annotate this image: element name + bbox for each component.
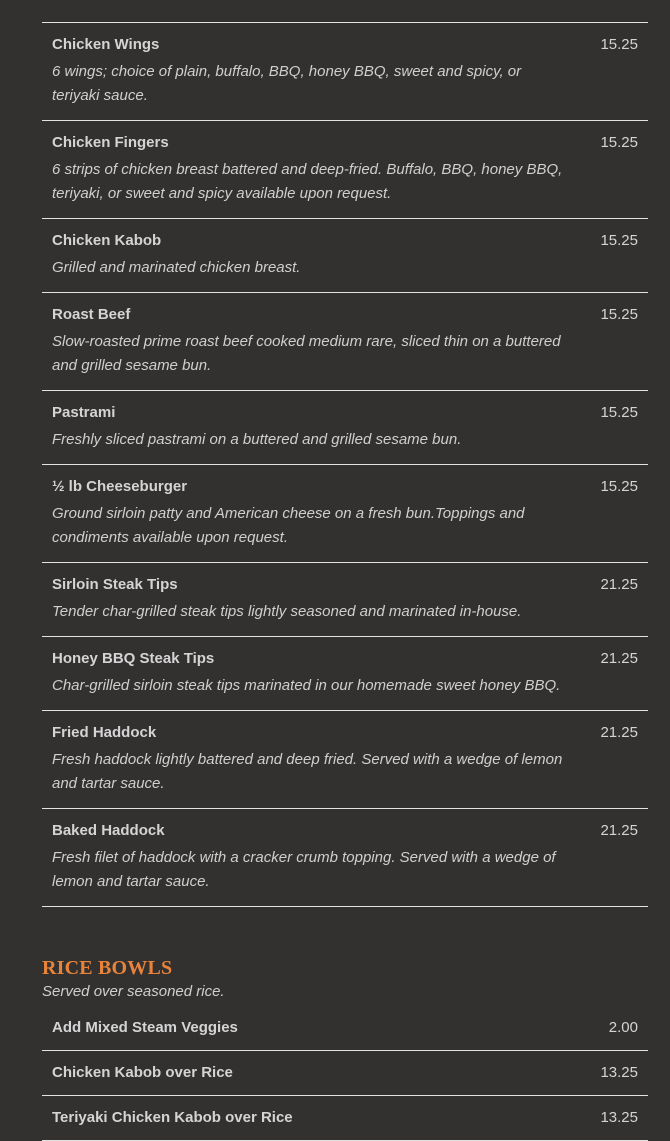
menu-item-description: 6 wings; choice of plain, buffalo, BBQ, honey BBQ, sweet and spicy, or teriyaki sauce. (52, 63, 522, 104)
menu-item-name: Baked Haddock (52, 822, 165, 839)
menu-item-price: 2.00 (608, 1019, 638, 1036)
menu-item-text (52, 36, 568, 108)
menu-item (42, 563, 648, 637)
menu-item-description: Freshly sliced pastrami on a buttered and grilled sesame bun. (52, 431, 462, 448)
menu-item-text (52, 650, 568, 698)
menu-item-price: 15.25 (600, 404, 638, 421)
menu-item-text (52, 134, 568, 206)
menu-item-text (52, 724, 568, 796)
menu-item-name: Fried Haddock (52, 724, 157, 741)
category-note: Served over seasoned rice. (42, 983, 225, 1000)
menu-item-name: Chicken Fingers (52, 134, 169, 151)
menu-item-text (52, 576, 568, 624)
menu-item-price: 15.25 (600, 478, 638, 495)
category-title: RICE BOWLS (42, 957, 173, 979)
menu-item-text (52, 1109, 568, 1127)
menu-item-price: 15.25 (600, 36, 638, 53)
menu-item-price: 21.25 (600, 822, 638, 839)
menu-item-description: Slow-roasted prime roast beef cooked medium rare, sliced thin on a buttered and grilled sesame bun. (52, 333, 561, 374)
category-rice-bowls (42, 956, 648, 1141)
menu-item (42, 391, 648, 465)
menu-list (42, 0, 648, 1141)
menu-item-name: Chicken Wings (52, 36, 160, 53)
menu-item-text (52, 1064, 568, 1082)
menu-item (42, 23, 648, 121)
menu-item (42, 121, 648, 219)
menu-item-price: 21.25 (600, 576, 638, 593)
menu-item (42, 711, 648, 809)
menu-item-price: 15.25 (600, 306, 638, 323)
menu-item-name: Roast Beef (52, 306, 131, 323)
menu-item-name: Teriyaki Chicken Kabob over Rice (52, 1109, 293, 1126)
menu-item-description: Grilled and marinated chicken breast. (52, 259, 301, 276)
menu-item-text (52, 404, 568, 452)
menu-item (42, 1006, 648, 1051)
menu-item-name: Chicken Kabob (52, 232, 162, 249)
menu-item-price: 15.25 (600, 232, 638, 249)
menu-item (42, 1096, 648, 1141)
menu-item (42, 809, 648, 907)
menu-item-text (52, 232, 568, 280)
menu-item-name: ½ lb Cheeseburger (52, 478, 188, 495)
menu-item-name: Sirloin Steak Tips (52, 576, 178, 593)
menu-item-description: Fresh haddock lightly battered and deep fried. Served with a wedge of lemon and tartar sauce. (52, 751, 563, 792)
menu-item (42, 293, 648, 391)
menu-item-text (52, 1019, 568, 1037)
menu-item-text (52, 822, 568, 894)
menu-item-price: 13.25 (600, 1109, 638, 1126)
menu-item-name: Add Mixed Steam Veggies (52, 1019, 238, 1036)
menu-item-description: Ground sirloin patty and American cheese on a fresh bun.Toppings and condiments available upon request. (52, 505, 525, 546)
menu-item (42, 1051, 648, 1096)
menu-item-price: 21.25 (600, 724, 638, 741)
menu-item-price: 15.25 (600, 134, 638, 151)
menu-item-description: Fresh filet of haddock with a cracker crumb topping. Served with a wedge of lemon and tartar sauce. (52, 849, 556, 890)
menu-item-name: Honey BBQ Steak Tips (52, 650, 215, 667)
menu-item-price: 21.25 (600, 650, 638, 667)
menu-item-name: Chicken Kabob over Rice (52, 1064, 233, 1081)
menu-item (42, 465, 648, 563)
menu-item-description: 6 strips of chicken breast battered and deep-fried. Buffalo, BBQ, honey BBQ, teriyaki, or sweet and spicy available upon request. (52, 161, 563, 202)
menu-item-price: 13.25 (600, 1064, 638, 1081)
menu-item-text (52, 478, 568, 550)
menu-item (42, 219, 648, 293)
menu-item-name: Pastrami (52, 404, 116, 421)
menu-item-text (52, 306, 568, 378)
menu-item-description: Char-grilled sirloin steak tips marinated in our homemade sweet honey BBQ. (52, 677, 561, 694)
menu-item (42, 637, 648, 711)
menu-item-description: Tender char-grilled steak tips lightly seasoned and marinated in-house. (52, 603, 522, 620)
